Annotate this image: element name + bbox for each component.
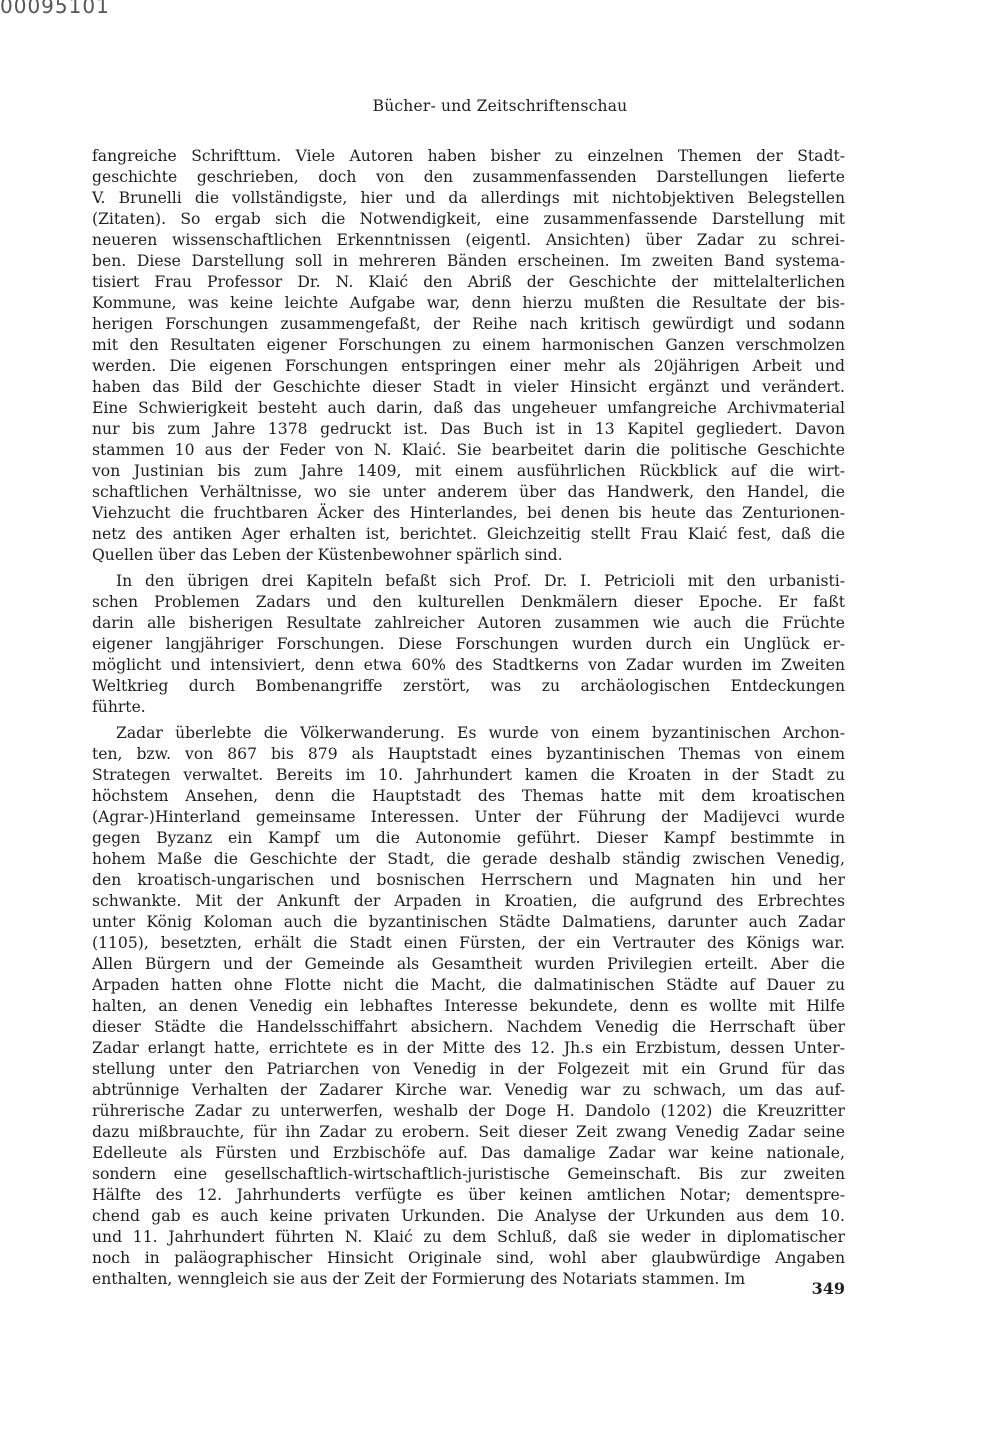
running-head: Bücher- und Zeitschriftenschau: [372, 97, 628, 115]
paragraph: [92, 723, 845, 1290]
text-line: hohem Maße die Geschichte der Stadt, die gerade deshalb ständig zwischen Venedig,: [92, 850, 845, 868]
text-line: Weltkrieg durch Bombenangriffe zerstört, was zu archäologischen Entdeckungen: [92, 677, 845, 695]
text-line: fangreiche Schrifttum. Viele Autoren haben bisher zu einzelnen Themen der Stadt-: [92, 147, 845, 165]
text-line: Zadar überlebte die Völkerwanderung. Es wurde von einem byzantinischen Archon-: [116, 724, 845, 742]
text-line: stellung unter den Patriarchen von Venedig in der Folgezeit mit ein Grund für das: [92, 1060, 845, 1078]
text-line: (Zitaten). So ergab sich die Notwendigkeit, eine zusammenfassende Darstellung mit: [92, 210, 845, 228]
text-line: (1105), besetzten, erhält die Stadt einen Fürsten, der ein Vertrauter des Königs war.: [92, 934, 845, 952]
text-line: herigen Forschungen zusammengefaßt, der Reihe nach kritisch gewürdigt und sodann: [92, 315, 845, 333]
text-line: gegen Byzanz ein Kampf um die Autonomie geführt. Dieser Kampf bestimmte in: [92, 829, 845, 847]
text-line: Kommune, was keine leichte Aufgabe war, denn hierzu mußten die Resultate der bis-: [92, 294, 845, 312]
text-line: eigener langjähriger Forschungen. Diese Forschungen wurden durch ein Unglück er-: [92, 635, 845, 653]
text-line: Edelleute als Fürsten und Erzbischöfe auf. Das damalige Zadar war keine nationale,: [92, 1144, 845, 1162]
paragraph: [92, 571, 845, 718]
archive-stamp-number: 00095101: [0, 0, 110, 18]
text-line: Quellen über das Leben der Küstenbewohner spärlich sind.: [92, 546, 563, 564]
text-line: schen Problemen Zadars und den kulturellen Denkmälern dieser Epoche. Er faßt: [92, 593, 845, 611]
paragraph: [92, 146, 845, 566]
text-line: dazu mißbrauchte, für ihn Zadar zu erobern. Seit dieser Zeit zwang Venedig Zadar seine: [92, 1123, 845, 1141]
text-line: rührerische Zadar zu unterwerfen, weshalb der Doge H. Dandolo (1202) die Kreuzritter: [92, 1102, 845, 1120]
text-line: chend gab es auch keine privaten Urkunden. Die Analyse der Urkunden aus dem 10.: [92, 1207, 845, 1225]
text-line: tisiert Frau Professor Dr. N. Klaić den Abriß der Geschichte der mittelalterlichen: [92, 273, 845, 291]
text-line: führte.: [92, 698, 146, 716]
text-line: dieser Städte die Handelsschiffahrt absichern. Nachdem Venedig die Herrschaft über: [92, 1018, 845, 1036]
text-line: Allen Bürgern und der Gemeinde als Gesamtheit wurden Privilegien erteilt. Aber die: [92, 955, 845, 973]
text-line: den kroatisch-ungarischen und bosnischen Herrschern und Magnaten hin und her: [92, 871, 845, 889]
text-line: mit den Resultaten eigener Forschungen zu einem harmonischen Ganzen verschmolzen: [92, 336, 845, 354]
text-line: In den übrigen drei Kapiteln befaßt sich Prof. Dr. I. Petricioli mit den urbanisti-: [116, 572, 845, 590]
text-line: enthalten, wenngleich sie aus der Zeit der Formierung des Notariats stammen. Im: [92, 1270, 746, 1288]
text-line: geschichte geschrieben, doch von den zusammenfassenden Darstellungen lieferte: [92, 168, 845, 186]
text-line: neueren wissenschaftlichen Erkenntnissen (eigentl. Ansichten) über Zadar zu schrei-: [92, 231, 845, 249]
body-text: [92, 146, 845, 1290]
page-number: 349: [811, 1279, 845, 1298]
text-line: nur bis zum Jahre 1378 gedruckt ist. Das Buch ist in 13 Kapitel gegliedert. Davon: [92, 420, 845, 438]
text-line: möglicht und intensiviert, denn etwa 60% des Stadtkerns von Zadar wurden im Zweiten: [92, 656, 845, 674]
text-line: halten, an denen Venedig ein lebhaftes Interesse bekundete, denn es wollte mit Hilfe: [92, 997, 845, 1015]
text-line: Eine Schwierigkeit besteht auch darin, daß das ungeheuer umfangreiche Archivmaterial: [92, 399, 845, 417]
text-line: darin alle bisherigen Resultate zahlreicher Autoren zusammen wie auch die Früchte: [92, 614, 845, 632]
text-line: ben. Diese Darstellung soll in mehreren Bänden erscheinen. Im zweiten Band systema-: [92, 252, 845, 270]
text-line: unter König Koloman auch die byzantinischen Städte Dalmatiens, darunter auch Zadar: [92, 913, 845, 931]
text-line: Zadar erlangt hatte, errichtete es in der Mitte des 12. Jh.s ein Erzbistum, dessen Unter-: [92, 1039, 845, 1057]
text-line: ten, bzw. von 867 bis 879 als Hauptstadt eines byzantinischen Themas von einem: [92, 745, 845, 763]
text-line: und 11. Jahrhundert führten N. Klaić zu dem Schluß, daß sie weder in diplomatischer: [92, 1228, 845, 1246]
text-line: Hälfte des 12. Jahrhunderts verfügte es über keinen amtlichen Notar; dementspre-: [92, 1186, 845, 1204]
text-line: werden. Die eigenen Forschungen entspringen einer mehr als 20jährigen Arbeit und: [92, 357, 845, 375]
text-line: schaftlichen Verhältnisse, wo sie unter anderem über das Handwerk, den Handel, die: [92, 483, 845, 501]
text-line: haben das Bild der Geschichte dieser Stadt in vieler Hinsicht ergänzt und verändert.: [92, 378, 845, 396]
text-line: sondern eine gesellschaftlich-wirtschaftlich-juristische Gemeinschaft. Bis zur zweiten: [92, 1165, 845, 1183]
text-line: stammen 10 aus der Feder von N. Klaić. Sie bearbeitet darin die politische Geschichte: [92, 441, 845, 459]
text-line: schwankte. Mit der Ankunft der Arpaden in Kroatien, die aufgrund des Erbrechtes: [92, 892, 845, 910]
text-line: V. Brunelli die vollständigste, hier und da allerdings mit nichtobjektiven Belegstellen: [92, 189, 845, 207]
text-line: Arpaden hatten ohne Flotte nicht die Macht, die dalmatinischen Städte auf Dauer zu: [92, 976, 845, 994]
text-line: Strategen verwaltet. Bereits im 10. Jahrhundert kamen die Kroaten in der Stadt zu: [92, 766, 845, 784]
text-line: abtrünnige Verhalten der Zadarer Kirche war. Venedig war zu schwach, um das auf-: [92, 1081, 845, 1099]
text-line: Viehzucht die fruchtbaren Äcker des Hinterlandes, bei denen bis heute das Zenturionen-: [92, 504, 845, 522]
text-line: höchstem Ansehen, denn die Hauptstadt des Themas hatte mit dem kroatischen: [92, 787, 845, 805]
text-line: von Justinian bis zum Jahre 1409, mit einem ausführlichen Rückblick auf die wirt-: [92, 462, 845, 480]
text-line: netz des antiken Ager erhalten ist, berichtet. Gleichzeitig stellt Frau Klaić fest, daß die: [92, 525, 845, 543]
text-line: (Agrar-)Hinterland gemeinsame Interessen. Unter der Führung der Madijevci wurde: [92, 808, 845, 826]
text-line: noch in paläographischer Hinsicht Originale sind, wohl aber glaubwürdige Angaben: [92, 1249, 845, 1267]
